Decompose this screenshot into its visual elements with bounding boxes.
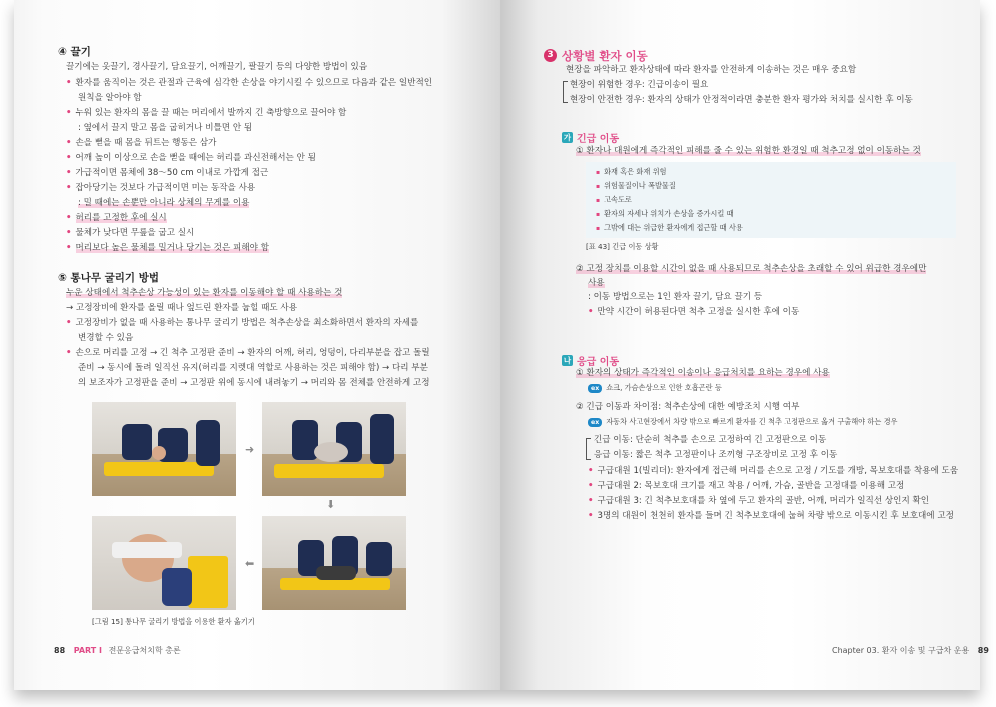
photo-step-4 (92, 516, 236, 610)
subsection-na-heading: 나 응급 이동 (563, 356, 620, 368)
subsection-badge: 가 (563, 133, 572, 142)
case-dangerous: 현장이 위험한 경우: 긴급이송이 필요 (570, 80, 709, 90)
left-page (14, 0, 500, 690)
list-item: • 손으로 머리를 고정 → 긴 척추 고정판 준비 → 환자의 어깨, 허리, 엉덩이, 다리부분을 잡고 돌릴 (66, 348, 430, 358)
list-item: • 허리를 고정한 후에 실시 (66, 213, 167, 223)
ga-item-2-cont: 사용 (588, 278, 605, 288)
step-item: • 3명의 대원이 천천히 환자를 들며 긴 척추보호대에 눕혀 차량 밖으로 이동시킨 후 보호대에 고정 (588, 511, 954, 521)
na-example-2: ex 자동차 사고현장에서 차량 밖으로 빠르게 환자를 긴 척추 고정판으로 옮겨 구출해야 하는 경우 (588, 416, 897, 428)
list-item-cont: 의 보조자가 고정판을 준비 → 고정판 위에 동시에 내려놓기 → 머리와 몸 전체를 안전하게 고정 (78, 378, 430, 388)
figure-caption: [그림 15] 통나무 굴리기 방법을 이용한 환자 옮기기 (92, 617, 255, 626)
right-page (500, 0, 989, 690)
list-item: • 고정장비가 없을 때 사용하는 통나무 굴리기 방법은 척추손상을 최소화하면서 환자의 자세를 (66, 318, 419, 328)
left-footer (54, 645, 181, 656)
ga-item-1: ① 환자나 대원에게 즉각적인 피해를 줄 수 있는 위험한 환경일 때 척추고정 없이 이동하는 것 (576, 146, 921, 156)
list-item: • 누워 있는 환자의 몸을 끌 때는 머리에서 발까지 긴 축방향으로 끌어야 함 (66, 108, 347, 118)
bracket-icon (586, 438, 591, 460)
case-safe: 현장이 안전한 경우: 환자의 상태가 안정적이라면 충분한 환자 평가와 처치를 실시한 후 이동 (570, 95, 913, 105)
box-item: ▪ 고속도로 (596, 195, 632, 204)
step-item: • 구급대원 1(빌리더): 환자에게 접근해 머리를 손으로 고정 / 기도를 개방, 목보호대를 착용에 도움 (588, 466, 959, 476)
arrow-right-icon: ➜ (245, 443, 255, 456)
subsection-badge: 나 (563, 356, 572, 365)
step-item: • 구급대원 2: 목보호대 크기를 재고 착용 / 어깨, 가슴, 골반을 고정대를 이용해 고정 (588, 481, 905, 491)
list-item-cont: 준비 → 동시에 돌려 일직선 유지(허리를 지렛대 역할로 사용하는 것은 피해야 함) → 다리 부분 (78, 363, 428, 373)
na-item-2: ② 긴급 이동과 차이점: 척추손상에 대한 예방조치 시행 여부 (576, 402, 800, 412)
photo-step-3 (262, 516, 406, 610)
list-item-note: : 옆에서 끌지 말고 몸을 굽히거나 비틀면 안 됨 (78, 123, 253, 133)
section-3-intro: 현장을 파악하고 환자상태에 따라 환자를 안전하게 이송하는 것은 매우 중요함 (566, 65, 857, 75)
list-item: • 머리보다 높은 물체를 밀거나 당기는 것은 피해야 함 (66, 243, 269, 253)
table-caption: [표 43] 긴급 이동 상황 (586, 242, 659, 251)
box-item: ▪ 화재 혹은 화재 위험 (596, 167, 667, 176)
right-footer (832, 645, 989, 656)
list-item: • 잡아당기는 것보다 가급적이면 미는 동작을 사용 (66, 183, 256, 193)
list-item: • 환자를 움직이는 것은 관절과 근육에 심각한 손상을 야기시킬 수 있으므로 다음과 같은 일반적인 (66, 78, 433, 88)
na-item-1: ① 환자의 상태가 즉각적인 이송이나 응급처치를 요하는 경우에 사용 (576, 368, 830, 378)
bracket-icon (563, 81, 568, 103)
book-spread (14, 0, 989, 690)
section-4-heading: ④ 끌기 (58, 46, 91, 58)
page-number-left: 88 (54, 646, 66, 655)
list-item-note: : 밀 때에는 손뿐만 아니라 상체의 무게를 이용 (78, 198, 250, 208)
example-badge: ex (588, 418, 602, 427)
box-item: ▪ 그밖에 대는 위급한 환자에게 접근할 때 사용 (596, 223, 743, 232)
section-4-intro: 끌기에는 옷끌기, 경사끌기, 담요끌기, 어깨끌기, 팔끌기 등의 다양한 방법이 있음 (66, 62, 368, 72)
na-example-1: ex 쇼크, 가슴손상으로 인한 호흡곤란 등 (588, 382, 722, 394)
photo-step-2 (262, 402, 406, 496)
example-badge: ex (588, 384, 602, 393)
section-5-arrow-line: → 고정장비에 환자를 올릴 때나 엎드린 환자를 눕힐 때도 사용 (66, 303, 298, 313)
subsection-ga-heading: 가 긴급 이동 (563, 133, 620, 145)
arrow-left-icon: ⬅ (245, 557, 255, 570)
footer-part: PART I (73, 646, 103, 655)
section-3-heading: 3 상황별 환자 이동 (544, 45, 648, 64)
ga-item-2-note: • 만약 시간이 허용된다면 척추 고정을 실시한 후에 이동 (588, 307, 800, 317)
section-5-intro: 누운 상태에서 척추손상 가능성이 있는 환자를 이동해야 할 때 사용하는 것 (66, 288, 343, 298)
photo-step-1 (92, 402, 236, 496)
footer-chapter: Chapter 03. 환자 이송 및 구급차 운용 (832, 646, 970, 655)
compare-emergency: 긴급 이동: 단순히 척추를 손으로 고정하여 긴 고정판으로 이동 (594, 435, 827, 445)
compare-urgent: 응급 이동: 짧은 척추 고정판이나 조끼형 구조장비로 고정 후 이동 (594, 450, 838, 460)
footer-book-title: 전문응급처치학 총론 (108, 646, 181, 655)
section-number-badge: 3 (544, 49, 557, 62)
list-item: • 가급적이면 몸체에 38～50 cm 이내로 가깝게 접근 (66, 168, 269, 178)
section-5-heading: ⑤ 통나무 굴리기 방법 (58, 272, 160, 284)
box-item: ▪ 위험물질이나 폭발물질 (596, 181, 676, 190)
box-item: ▪ 환자의 자세나 위치가 손상을 증가시킬 때 (596, 209, 734, 218)
list-item: • 물체가 낮다면 무릎을 굽고 실시 (66, 228, 195, 238)
page-number-right: 89 (977, 646, 989, 655)
list-item: • 손을 뻗을 때 몸을 뒤트는 행동은 삼가 (66, 138, 217, 148)
step-item: • 구급대원 3: 긴 척추보호대를 차 옆에 두고 환자의 골반, 어깨, 머리가 일직선 상인지 확인 (588, 496, 930, 506)
arrow-down-icon: ⬇ (326, 498, 336, 511)
list-item-cont: 원칙을 알아야 함 (78, 93, 142, 103)
ga-item-2-methods: : 이동 방법으로는 1인 환자 끌기, 담요 끌기 등 (588, 292, 763, 302)
list-item: • 어깨 높이 이상으로 손을 뻗을 때에는 허리를 과신전해서는 안 됨 (66, 153, 316, 163)
list-item-cont: 변경할 수 있음 (78, 333, 134, 343)
ga-item-2: ② 고정 장치를 이용할 시간이 없을 때 사용되므로 척추손상을 초래할 수 있어 위급한 경우에만 (576, 264, 927, 274)
